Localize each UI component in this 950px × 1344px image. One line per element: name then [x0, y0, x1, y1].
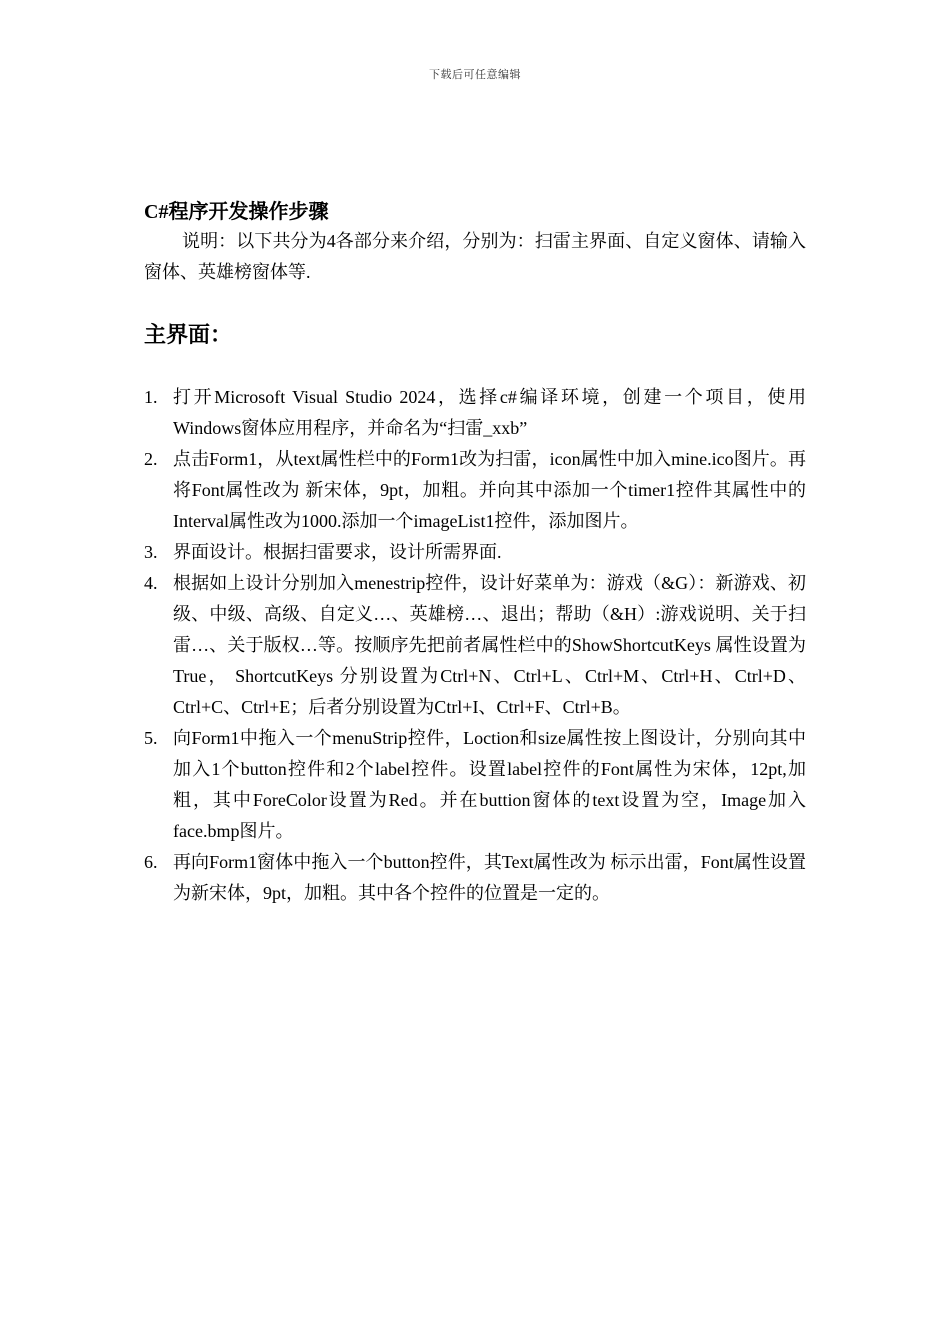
document-body — [144, 198, 806, 909]
intro-paragraph: 说明：以下共分为4各部分来介绍，分别为：扫雷主界面、自定义窗体、请输入窗体、英雄榜窗体等. — [144, 231, 806, 282]
step-item — [144, 723, 806, 847]
steps-list — [144, 382, 806, 909]
step-number: 6. — [144, 852, 158, 872]
step-text: 打开Microsoft Visual Studio 2024，选择c#编译环境，创建一个项目，使用Windows窗体应用程序，并命名为“扫雷_xxb” — [173, 387, 806, 438]
step-number: 2. — [144, 449, 158, 469]
step-number: 4. — [144, 573, 158, 593]
step-text: 向Form1中拖入一个menuStrip控件，Loction和size属性按上图设计，分别向其中加入1个button控件和2个label控件。设置label控件的Font属性为宋体，12pt,加粗，其中ForeColor设置为Red。并在buttion窗体的text设置为空，Image加入face.bmp图片。 — [173, 728, 806, 841]
step-item — [144, 382, 806, 444]
step-item — [144, 847, 806, 909]
step-number: 5. — [144, 728, 158, 748]
page-header: 下载后可任意编辑 — [429, 69, 521, 81]
document-title: C#程序开发操作步骤 — [144, 201, 329, 223]
section-heading: 主界面： — [144, 322, 233, 347]
step-item — [144, 444, 806, 537]
step-text: 再向Form1窗体中拖入一个button控件，其Text属性改为 标示出雷，Font属性设置为新宋体，9pt，加粗。其中各个控件的位置是一定的。 — [173, 852, 806, 903]
step-text: 点击Form1，从text属性栏中的Form1改为扫雷，icon属性中加入mine.ico图片。再将Font属性改为 新宋体，9pt，加粗。并向其中添加一个timer1控件其属性中的Interval属性改为1000.添加一个imageList1控件，添加图片。 — [173, 449, 806, 531]
step-number: 1. — [144, 387, 158, 407]
step-text: 根据如上设计分别加入menestrip控件，设计好菜单为：游戏（&G）：新游戏、初级、中级、高级、自定义…、英雄榜…、退出；帮助（&H）:游戏说明、关于扫雷…、关于版权…等。按顺序先把前者属性栏中的ShowShortcutKeys 属性设置为 True， ShortcutKeys 分别设置为Ctrl+N、Ctrl+L、Ctrl+M、Ctrl+H、Ctrl+D、Ctrl+C、Ctrl+E；后者分别设置为Ctrl+I、Ctrl+F、Ctrl+B。 — [173, 573, 806, 717]
step-item — [144, 568, 806, 723]
step-text: 界面设计。根据扫雷要求，设计所需界面. — [173, 542, 502, 562]
step-item — [144, 537, 806, 568]
step-number: 3. — [144, 542, 158, 562]
